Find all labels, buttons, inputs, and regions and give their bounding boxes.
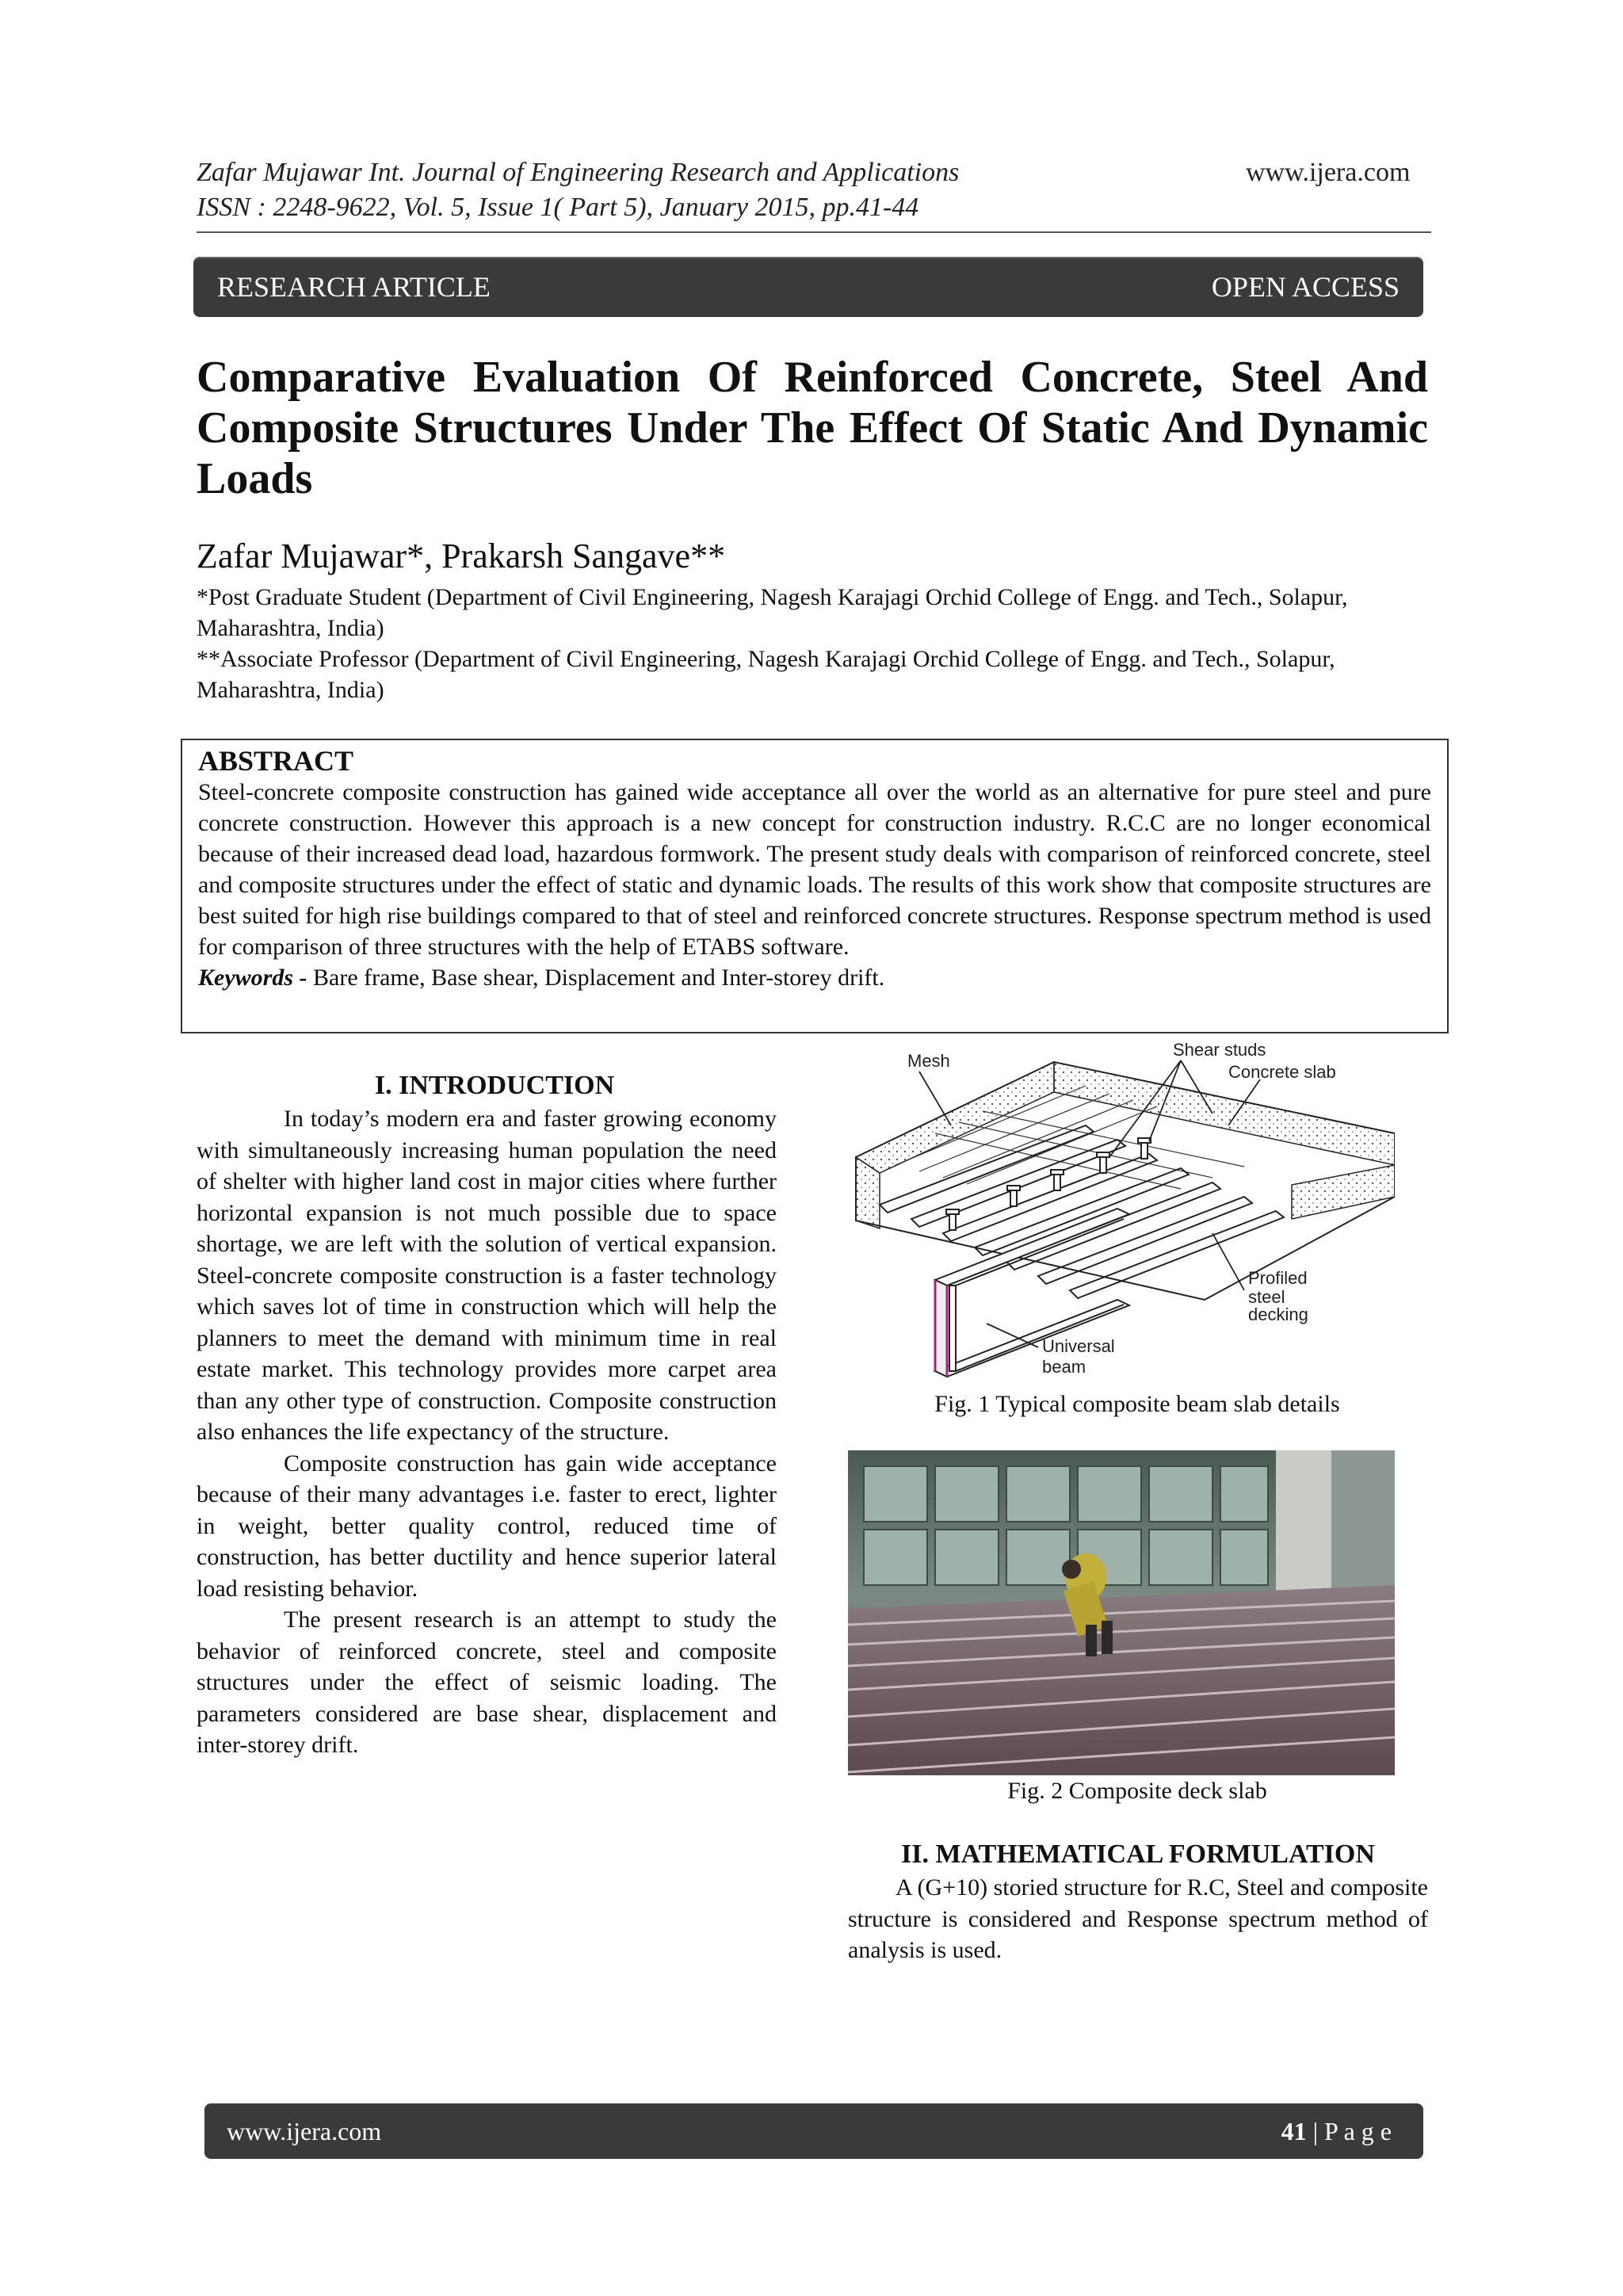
- affiliations: [197, 582, 1433, 705]
- mathematical-formulation-section: [848, 1837, 1428, 1966]
- figure-1-diagram: [848, 1038, 1395, 1387]
- journal-line-1: Zafar Mujawar Int. Journal of Engineering Research and Applications: [197, 158, 960, 187]
- research-article-label: RESEARCH ARTICLE: [217, 271, 491, 303]
- abstract-text: Steel-concrete composite construction has gained wide acceptance all over the world as an alternative for pure steel and pure concrete construction. However this approach is a new concept for construction industry. R.C.C are no longer economical because of their increased dead load, hazardous formwork. The present study deals with comparison of reinforced concrete, steel and composite structures under the effect of static and dynamic loads. The results of this work show that composite structures are best suited for high rise buildings compared to that of steel and reinforced concrete structures. Response spectrum method is used for comparison of three structures with the help of ETABS software.: [198, 779, 1431, 960]
- affiliation-2: **Associate Professor (Department of Civil Engineering, Nagesh Karajagi Orchid College of Engg. and Tech., Solapur, Maharashtra, India): [197, 646, 1335, 703]
- abstract-heading: ABSTRACT: [198, 745, 354, 777]
- label-universal-1: Universal: [1042, 1336, 1115, 1356]
- affiliation-1: *Post Graduate Student (Department of Civil Engineering, Nagesh Karajagi Orchid College of Engg. and Tech., Solapur, Maharashtra, India): [197, 584, 1348, 641]
- label-profiled-3: decking: [1248, 1305, 1308, 1324]
- keywords: [198, 962, 1431, 993]
- keywords-label: Keywords -: [198, 965, 307, 991]
- page-number: [1281, 2103, 1392, 2159]
- header-website-link[interactable]: www.ijera.com: [1246, 158, 1411, 187]
- article-type-banner: [193, 257, 1423, 317]
- figure-2-photo: [848, 1450, 1395, 1775]
- composite-deck-slab-photo: [848, 1450, 1395, 1775]
- page-footer: [204, 2103, 1423, 2159]
- label-shear-studs: Shear studs: [1173, 1040, 1266, 1060]
- section-2-heading: II. MATHEMATICAL FORMULATION: [901, 1839, 1375, 1869]
- label-profiled-1: Profiled: [1248, 1268, 1308, 1288]
- label-profiled-2: steel: [1248, 1287, 1285, 1307]
- intro-paragraph-1: In today’s modern era and faster growing economy with simultaneously increasing human population the need of shelter with higher land cost in major cities where further horizontal expansion is not much possible due to space shortage, we are left with the solution of vertical expansion. Steel-concrete composite construction is a faster technology which saves lot of time in construction which will help the planners to meet the demand with minimum time in real estate market. This technology provides more carpet area than any other type of construction. Composite construction also enhances the life expectancy of the structure.: [197, 1106, 777, 1445]
- open-access-label: OPEN ACCESS: [1211, 271, 1400, 303]
- label-concrete-slab: Concrete slab: [1228, 1062, 1336, 1082]
- paper-title: Comparative Evaluation Of Reinforced Concrete, Steel And Composite Structures Under The Effect Of Static And Dynamic Loads: [197, 353, 1428, 503]
- composite-beam-slab-drawing: [848, 1038, 1395, 1387]
- figure-2-caption: Fig. 2 Composite deck slab: [1007, 1778, 1267, 1804]
- footer-website-link[interactable]: www.ijera.com: [227, 2117, 382, 2145]
- authors: Zafar Mujawar*, Prakarsh Sangave**: [197, 537, 726, 575]
- keywords-text: Bare frame, Base shear, Displacement and Inter-storey drift.: [307, 965, 885, 991]
- header-rule: [197, 231, 1431, 233]
- journal-line-2: ISSN : 2248-9622, Vol. 5, Issue 1( Part 5), January 2015, pp.41-44: [197, 193, 919, 222]
- abstract-box: [181, 739, 1449, 1033]
- introduction-heading: I. INTRODUCTION: [374, 1071, 615, 1100]
- journal-header: [197, 155, 959, 225]
- intro-paragraph-3: The present research is an attempt to study the behavior of reinforced concrete, steel and composite structures under the effect of seismic loading. The parameters considered are base shear, displacement and inter-storey drift.: [197, 1606, 777, 1758]
- label-universal-2: beam: [1042, 1357, 1086, 1377]
- section-2-text: A (G+10) storied structure for R.C, Steel and composite structure is considered and Response spectrum method of analysis is used.: [848, 1874, 1428, 1963]
- page-number-value: 41: [1281, 2117, 1307, 2145]
- label-mesh: Mesh: [907, 1051, 950, 1071]
- page-label: | P a g e: [1306, 2117, 1392, 2145]
- figure-1-caption: Fig. 1 Typical composite beam slab details: [934, 1391, 1340, 1417]
- intro-paragraph-2: Composite construction has gain wide acceptance because of their many advantages i.e. faster to erect, lighter in weight, better quality control, reduced time of construction, has better ductility and hence superior lateral load resisting behavior.: [197, 1450, 777, 1602]
- introduction-section: [197, 1068, 777, 1761]
